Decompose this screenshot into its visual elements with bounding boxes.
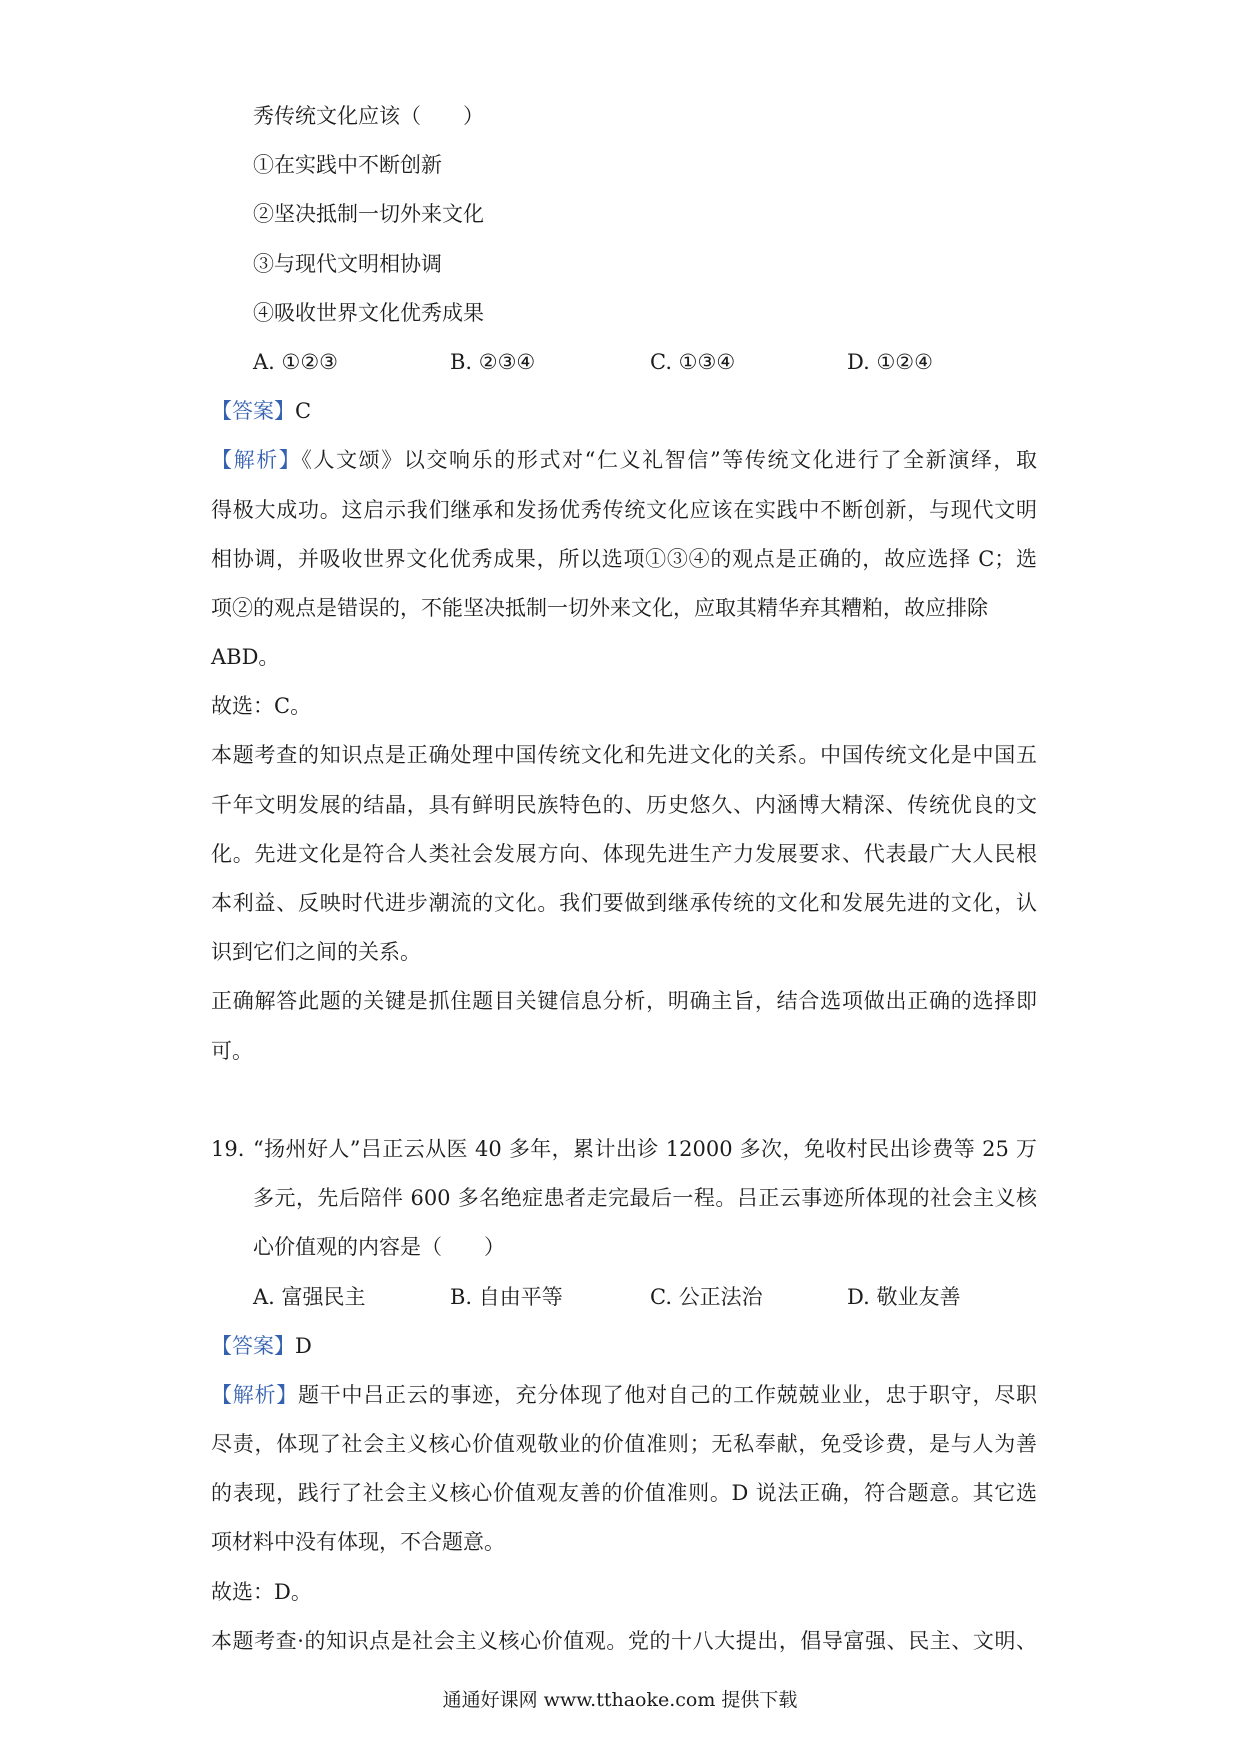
statement-item: ④吸收世界文化优秀成果 bbox=[253, 300, 484, 325]
question-number: 19. bbox=[211, 1136, 245, 1161]
answer-value: C bbox=[295, 399, 312, 424]
knowledge-line: 化。先进文化是符合人类社会发展方向、体现先进生产力发展要求、代表最广大人民根 bbox=[211, 841, 1037, 866]
question-stem-line bbox=[211, 1125, 1037, 1174]
choice-line: 故选：D。 bbox=[211, 1579, 312, 1604]
question-stem-text: “扬州好人”吕正云从医 40 多年，累计出诊 12000 多次，免收村民出诊费等 25 万 bbox=[253, 1136, 1037, 1161]
knowledge-line: 本题考查·的知识点是社会主义核心价值观。党的十八大提出，倡导富强、民主、文明、 bbox=[211, 1628, 1037, 1653]
analysis-text: 题干中吕正云的事迹，充分体现了他对自己的工作兢兢业业，忠于职守，尽职 bbox=[298, 1382, 1038, 1407]
analysis-line: ABD。 bbox=[211, 645, 280, 670]
answer-label: 【答案】 bbox=[211, 399, 295, 424]
statement-item: ③与现代文明相协调 bbox=[253, 251, 442, 276]
key-point-line: 可。 bbox=[211, 1038, 253, 1063]
option-c: C. ①③④ bbox=[650, 349, 736, 374]
question-stem-line: 多元，先后陪伴 600 多名绝症患者走完最后一程。吕正云事迹所体现的社会主义核 bbox=[253, 1186, 1037, 1211]
analysis-line: 尽责，体现了社会主义核心价值观敬业的价值准则；无私奉献，免受诊费，是与人为善 bbox=[211, 1432, 1037, 1457]
knowledge-line: 本题考查的知识点是正确处理中国传统文化和先进文化的关系。中国传统文化是中国五 bbox=[211, 743, 1037, 768]
answer-value: D bbox=[295, 1333, 312, 1358]
answer-line bbox=[211, 1322, 1037, 1371]
option-c: C. 公正法治 bbox=[650, 1284, 763, 1309]
option-d: D. ①②④ bbox=[847, 349, 933, 374]
knowledge-line: 本利益、反映时代进步潮流的文化。我们要做到继承传统的文化和发展先进的文化，认 bbox=[211, 891, 1037, 915]
analysis-line: 相协调，并吸收世界文化优秀成果，所以选项①③④的观点是正确的，故应选择 C；选 bbox=[211, 546, 1037, 571]
statement-item: ②坚决抵制一切外来文化 bbox=[253, 202, 484, 227]
analysis-label: 【解析】 bbox=[211, 448, 302, 473]
options-row bbox=[211, 1273, 1037, 1322]
knowledge-line: 千年文明发展的结晶，具有鲜明民族特色的、历史悠久、内涵博大精深、传统优良的文 bbox=[211, 792, 1037, 817]
analysis-line: 得极大成功。这启示我们继承和发扬优秀传统文化应该在实践中不断创新，与现代文明 bbox=[211, 497, 1037, 522]
page-content bbox=[211, 92, 1037, 1666]
knowledge-line: 识到它们之间的关系。 bbox=[211, 940, 421, 965]
question-stem-line: 秀传统文化应该（ ） bbox=[253, 104, 484, 128]
analysis-line bbox=[211, 436, 1037, 485]
option-d: D. 敬业友善 bbox=[847, 1284, 961, 1309]
analysis-line: 项材料中没有体现，不合题意。 bbox=[211, 1530, 505, 1555]
option-b: B. 自由平等 bbox=[450, 1284, 563, 1309]
key-point-line: 正确解答此题的关键是抓住题目关键信息分析，明确主旨，结合选项做出正确的选择即 bbox=[211, 989, 1037, 1014]
choice-line: 故选：C。 bbox=[211, 694, 312, 719]
analysis-text: 《人文颂》以交响乐的形式对“仁义礼智信”等传统文化进行了全新演绎，取 bbox=[301, 448, 1038, 473]
option-b: B. ②③④ bbox=[450, 349, 536, 374]
analysis-line: 项②的观点是错误的，不能坚决抵制一切外来文化，应取其精华弃其糟粕，故应排除 bbox=[211, 595, 988, 620]
blank-line bbox=[211, 1076, 1037, 1125]
footer-text: 通通好课网 www.tthaoke.com 提供下载 bbox=[442, 1689, 798, 1711]
analysis-line bbox=[211, 1371, 1037, 1420]
answer-line bbox=[211, 387, 1037, 436]
answer-label: 【答案】 bbox=[211, 1333, 295, 1358]
option-a: A. ①②③ bbox=[253, 349, 338, 374]
question-stem-line: 心价值观的内容是（ ） bbox=[253, 1235, 505, 1260]
analysis-line: 的表现，践行了社会主义核心价值观友善的价值准则。D 说法正确，符合题意。其它选 bbox=[211, 1481, 1037, 1506]
option-a: A. 富强民主 bbox=[253, 1284, 366, 1309]
statement-item: ①在实践中不断创新 bbox=[253, 153, 442, 178]
options-row bbox=[211, 338, 1037, 387]
analysis-label: 【解析】 bbox=[211, 1382, 299, 1407]
